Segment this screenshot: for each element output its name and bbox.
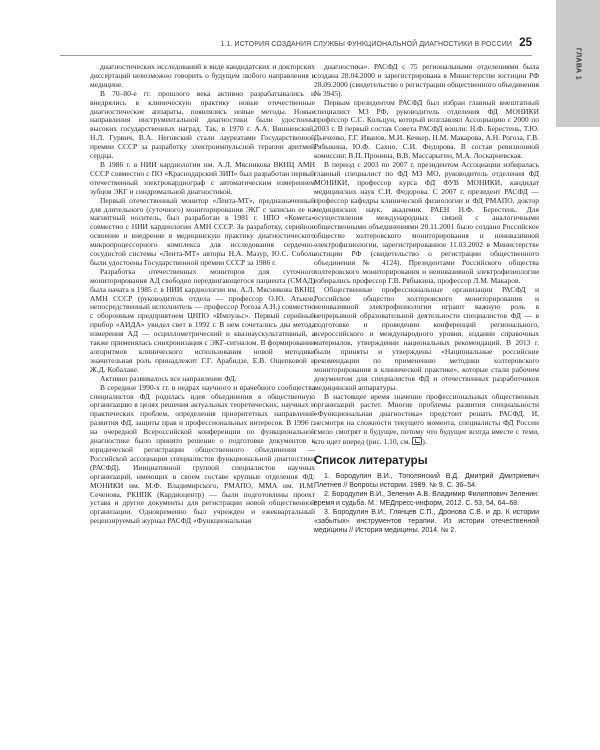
paragraph: Разработка отечественных мониторов для суточного мониторирования АД свободно передвигающегося пациента (СМАД) была начата в 1985 г. в НИИ кардиологии им. А.Л. Мясникова ВКНЦ АМН СССР (руководитель отдела — профессор О.Ю. Атьков, непосредственный исполнитель — профессор Рогоза А.Н.) совместно с оборонным предприятием ЦНПО «Импульс». Первый серийный прибор «АИДА» увидел свет в 1992 г. В нем сочетались два метода измерения АД — осциллометрический и квазиаускультативный, а также применялась синхронизация с ЭКГ-сигналом. В формировании алгоритмов клинического использования новой методики значительная роль принадлежит Г.Г. Арабидзе, Е.В. Ощепковой и Ж.Д. Кобалаве. (90, 266, 315, 374)
paragraph: Первый отечественный монитор «Лента-МТ», предназначенный для длительного (суточного) мониторирования ЭКГ с записью ее на магнитный носитель, был разработан в 1981 г. НПО «Комета» совместно с НИИ кардиологии АМН СССР. За разработку, серийное освоение и внедрение в медицинскую практику диагностического микропроцессорного комплекса для исследования сердечно-сосудистой системы «Лента-МТ» авторы Н.А. Мазур, Ю.С. Соболь были удостоены Государственной премии СССР за 1986 г. (90, 195, 315, 267)
paragraph: В период с 2003 по 2007 г. президентом Ассоциации избиралась главный специалист по ФД МЗ МО, руководитель отделения ФД МОНИКИ, профессор курса ФД ФУВ МОНИКИ, кандидат медицинских наук С.И. Федорова. С 2007 г. президент РАСФД — профессор кафедры клинической физиологии и ФД РМАПО, доктор медицинских наук, академик РАЕН Н.Ф. Берестень. Для осуществления международных связей с аналогичными общественными объединениями 20.11.2001 было создано Российское общество холтеровского мониторирования и неинвазивной электрофизиологии, зарегистрированное 11.03.2002 в Министерстве юстиции РФ (свидетельство о регистрации общественного объединения № 4124). Президентами Российского общества холтеровского мониторирования и неинвазивной электрофизиологии избирались профессор Г.В. Рябыкина, профессор Л.М. Макаров. (314, 159, 539, 285)
paragraph: диагностика». РАСФД с 75 региональными отделениями была создана 28.04.2000 и зарегистрирована в Министерстве юстиции РФ 28.09.2000 (свидетельство о регистрации общественного объединения № 3945). (314, 62, 539, 98)
paragraph: В середине 1990-х гг. в недрах научного и врачебного сообщества специалистов ФД родилась идея объединения в общественную организацию в целях решения актуальных теоретических, научных и практических проблем, определения приоритетных направлений развития ФД, защиты прав и профессиональных интересов. В 1996 г. на очередной Всероссийской конференции по функциональной диагностике было принято решение о подготовке документов к юридической регистрации общественного объединения — Российской ассоциации специалистов функциональной диагностики (РАСФД). Инициативной группой специалистов научных организаций, имеющих в своем составе крупные отделения ФД: МОНИКИ им. М.Ф. Владимирского, РМАПО, ММА им. И.М. Сеченова, РКНПК (Кардиоцентр) — были подготовлены проект устава и другие документы для регистрации новой общественной организации. Одновременно был учрежден и ежеквартальный рецензируемый журнал РАСФД «Функциональная (90, 382, 315, 526)
running-title: 1.1. ИСТОРИЯ СОЗДАНИЯ СЛУЖБЫ ФУНКЦИОНАЛЬНОЙ ДИАГНОСТИКИ В РОССИИ (220, 41, 512, 48)
paragraph: диагностических исследований в виде кандидатских и докторских диссертаций невозможно говорить о будущем любого направления в медицине. (90, 62, 315, 89)
reference-item: 1. Бородулин В.И., Тополянский В.Д. Дмитрий Дмитриевич Плетнев // Вопросы истории. 1989. № 9. С. 36–54. (314, 472, 539, 489)
reference-item: 3. Бородулин В.И., Глянцев С.П., Дронова С.В. и др. К истории «забытых» инструментов терапии. Из истории отечественной медицины // История медицины. 2014. № 2. (314, 509, 539, 534)
right-column (314, 63, 539, 536)
figure-reference-icon (412, 437, 422, 445)
final-paragraph (314, 393, 539, 447)
paragraph: В 1986 г. в НИИ кардиологии им. А.Л. Мясникова ВКНЦ АМН СССР совместно с ПО «Краснодарский ЗИП» был разработан первый отечественный электрокардиограф с автоматическим измерением зубцов ЭКГ и синдромальной диагностикой. (90, 159, 315, 196)
references-list (314, 473, 539, 535)
left-column (90, 63, 315, 526)
references-title: Список литературы (314, 454, 428, 467)
running-header (60, 38, 532, 56)
page-number: 25 (519, 37, 532, 49)
chapter-tab-label: ГЛАВА 1 (574, 47, 582, 81)
closing-punctuation: ). (422, 437, 427, 447)
chapter-tab (556, 0, 600, 127)
paragraph: Общественные профессиональные организации РАСФД и Российское общество холтеровского мониторирования и неинвазивной электрофизиологии играют важную роль в непрерывной образовательной деятельности специалистов ФД — в подготовке и проведении конференций регионального, всероссийского и международного уровня, издании справочных материалов, утверждении национальных рекомендаций. В 2013 г. были приняты и утверждены «Национальные российские рекомендации по применению методики холтеровского мониторирования в клинической практике», которые стали рабочим документом для специалистов ФД и отечественных разработчиков медицинской аппаратуры. (314, 284, 539, 392)
paragraph: В 70–80-е гг. прошлого века активно разрабатывались и внедрялись в клиническую практику новые отечественные диагностические аппараты, появлялись новые методы. Новые направления инструментальной диагностики были удостоены высоких государственных наград. Так, в 1970 г. А.А. Вишневский, Н.Л. Гурвич, В.А. Неговский стали лауреатами Государственной премии СССР за разработку электроимпульсной терапии аритмий сердца. (90, 88, 315, 161)
paragraph-text: В настоящее время значение профессиональных общественных организаций растет. Многие проблемы развития специальности «Функциональная диагностика» предстоит решать РАСФД. И, несмотря на сложности текущего момента, специалисты ФД России смело смотрят в будущее, потому что будущее всегда вместе с теми, кто идет вперед (рис. 1.10, см. (314, 391, 539, 447)
paragraph: Активно развивалось все направление ФД. (100, 373, 237, 383)
paragraph: Первым президентом РАСФД был избран главный внештатный специалист МЗ РФ, руководитель отделения ФД МОНИКИ профессор С.С. Кольцун, который возглавлял Ассоциацию с 2000 по 2003 г. В первый состав Совета РАСФД вошли: Н.Ф. Берестень, Т.Ю. Дьяченко, Г.Г. Иванов, М.И. Кечкер, Н.М. Макарова, А.Н. Рогоза, Г.В. Рябыкина, Ю.Ф. Сахно, С.И. Федорова. В состав ревизионной комиссии: В.П. Пронина, В.В. Массарыгин, М.А. Лоскарневская. (314, 97, 539, 161)
reference-item: 2. Бородулин В.И., Зеленин А.В. Владимир Филиппович Зеленин: время и судьба. М.: МЕДпресс-информ, 2012. С. 53, 54, 64–68. (314, 491, 539, 507)
